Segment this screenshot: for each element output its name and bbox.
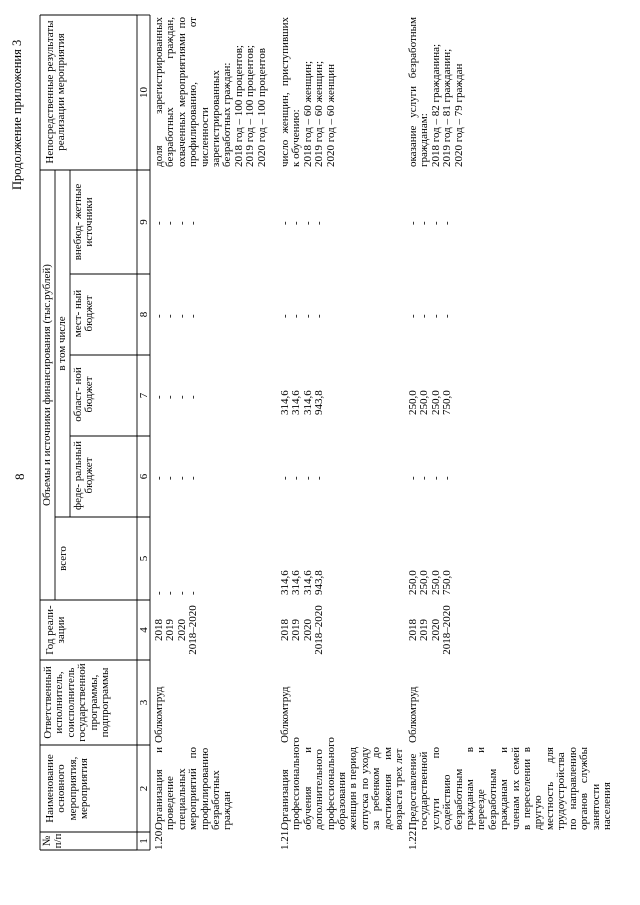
header-offbudget: внебюд- жетные источники [72,183,96,261]
column-number-5: 5 [138,555,150,562]
header-including: в том числе [56,316,68,371]
column-number-2: 2 [138,785,150,792]
header-regional-budget: област- ной бюджет [72,367,96,422]
implementation-years: 2018 2019 2020 2018–2020 [153,605,200,655]
federal-budget-amounts: - - - - [407,476,454,480]
header-results: Непосредственные результаты реализации мероприятия [44,20,68,164]
offbudget-amounts: - - - - [279,221,326,225]
column-number-9: 9 [138,219,150,225]
activity-name: Организация и проведение специальных мероприятий по профилированию безработных граждан [153,747,234,830]
column-number-6: 6 [138,473,150,480]
local-budget-amounts: - - - - [153,314,200,318]
expected-results: оказание услуги безработным гражданам: 2018 год – 82 гражданина; 2019 год – 81 гражданин; 2020 год – 79 граждан [407,17,465,167]
row-number: 1.20. [153,828,165,850]
expected-results: число женщин, приступивших к обучению: 2018 год – 60 женщин; 2019 год – 60 женщин; 2020 год – 60 женщин [279,17,337,167]
responsible-executor: Облкомтруд [153,686,165,743]
column-number-10: 10 [138,87,150,98]
column-number-3: 3 [138,699,150,706]
row-number: 1.21. [279,828,291,850]
implementation-years: 2018 2019 2020 2018–2020 [407,605,454,655]
offbudget-amounts: - - - - [407,221,454,225]
header-local-budget: мест- ный бюджет [72,289,96,338]
column-number-4: 4 [138,627,150,633]
responsible-executor: Облкомтруд [279,686,291,743]
federal-budget-amounts: - - - - [279,476,326,480]
regional-budget-amounts: 314,6 314,6 314,6 943,8 [279,390,326,415]
total-amounts: 250,0 250,0 250,0 750,0 [407,570,454,595]
regional-budget-amounts: - - - - [153,395,200,399]
header-total: всего [57,546,69,571]
column-number-1: 1 [138,838,150,844]
total-amounts: 314,6 314,6 314,6 943,8 [279,570,326,595]
implementation-years: 2018 2019 2020 2018–2020 [279,605,326,655]
activity-name: Предоставление государственной услуги по содействию безработным гражданам в переезде и безработным гражданам и членам их семей в переселении в другую местность для трудоустройства по направлению органов службы занятости населения [407,747,613,830]
header-financing: Объемы и источники финансирования (тыс.рублей) [41,264,53,506]
offbudget-amounts: - - - - [153,221,200,225]
header-executor: Ответственный исполнитель, соисполнитель государственной программы, подпрограммы [42,663,112,742]
regional-budget-amounts: 250,0 250,0 250,0 750,0 [407,390,454,415]
header-number: № п/п [41,833,65,849]
total-amounts: - - - - [153,591,200,595]
local-budget-amounts: - - - - [407,314,454,318]
column-number-7: 7 [138,392,150,399]
responsible-executor: Облкомтруд [407,686,419,743]
expected-results: доля зарегистрированных безработных граждан, охваченных мероприятиями по профилированию, от численности зарегистрированных безработных граждан: 2018 год – 100 процентов; 2019 год – 100 процентов; 2020 год – 100 процентов [153,17,268,167]
appendix-caption: Продолжение приложения 3 [10,39,24,190]
row-number: 1.22. [407,828,419,850]
column-number-8: 8 [138,311,150,318]
header-activity-name: Наименование основного мероприятия, мероприятия [44,754,91,823]
page-number: 8 [12,473,27,480]
header-year: Год реали- зации [44,605,68,655]
header-federal-budget: феде- ральный бюджет [72,441,96,510]
activity-name: Организация профессионального обучения и дополнительного профессионального образования женщин в период отпуска по уходу за ребенком до достижения им возраста трех лет [279,737,406,830]
local-budget-amounts: - - - - [279,314,326,318]
federal-budget-amounts: - - - - [153,476,200,480]
